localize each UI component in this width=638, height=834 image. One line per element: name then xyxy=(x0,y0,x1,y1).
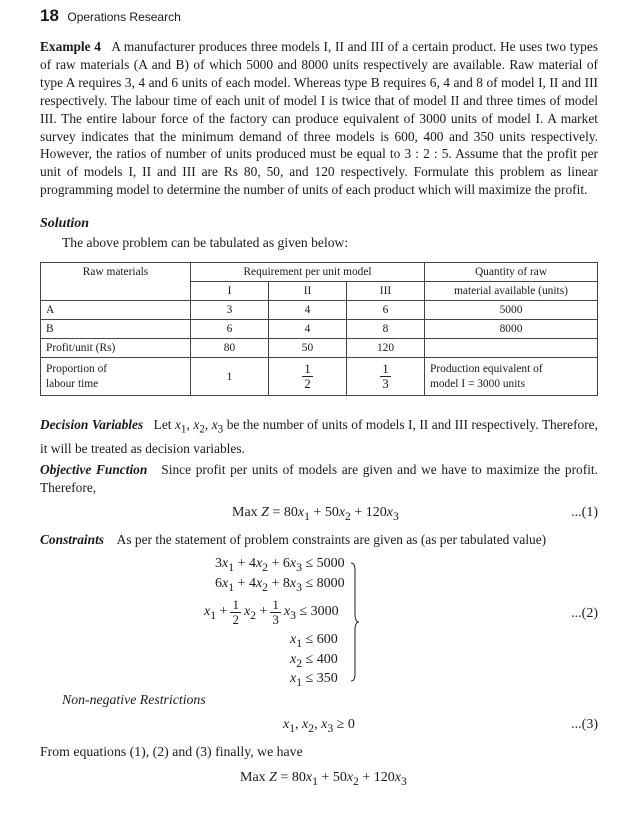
cell-value: 8 xyxy=(347,320,425,339)
constraint-5: $x_2 \le 400$ xyxy=(290,652,338,670)
cell-value: 120 xyxy=(347,339,425,358)
table-row xyxy=(41,320,598,339)
running-title: Operations Research xyxy=(67,10,181,24)
header-model-2: II xyxy=(269,282,347,301)
cell-quantity: 5000 xyxy=(425,301,598,320)
header-quantity-1: Quantity of raw xyxy=(425,263,598,282)
constraint-3: $x_1$ + $\frac{1}{2}$ $x_2$ + $\frac{1}{3}$ $x_3 \le 3000$ xyxy=(204,597,339,627)
objective-paragraph: Objective Function Since profit per units of models are given and we have to maximize the profit. Therefore, xyxy=(40,462,598,495)
decision-variables-paragraph: Decision Variables Let $x_1$, $x_2$, $x_3$ be the number of units of models I, II and III respectively. Therefore, it will be treated as decision variables. xyxy=(40,417,598,456)
constraint-4: $x_1 \le 600$ xyxy=(290,632,338,650)
header-requirement: Requirement per unit model xyxy=(191,263,425,282)
nonneg-equation: $x_1$, $x_2$, $x_3 \ge 0$ xyxy=(283,717,355,735)
equation-number-2: ...(2) xyxy=(571,606,598,621)
table-header-row xyxy=(41,263,598,282)
final-text: From equations (1), (2) and (3) finally, we have xyxy=(40,744,303,759)
equation-number-1: ...(1) xyxy=(571,505,598,520)
equation-number-3: ...(3) xyxy=(571,717,598,732)
cell-quantity: 8000 xyxy=(425,320,598,339)
right-brace xyxy=(350,562,360,682)
row-name: Proportion of labour time xyxy=(41,358,191,396)
cell-value: $\frac{1}{3}$ xyxy=(347,358,425,396)
cell-value: 4 xyxy=(269,301,347,320)
cell-value: 4 xyxy=(269,320,347,339)
constraint-6: $x_1 \le 350$ xyxy=(290,671,338,689)
table-row xyxy=(41,358,598,396)
cell-value: 6 xyxy=(191,320,269,339)
final-objective-equation: Max $Z = 80x_1 + 50x_2 + 120x_3$ xyxy=(240,770,407,788)
row-name: B xyxy=(41,320,191,339)
cell-value: 3 xyxy=(191,301,269,320)
decision-heading: Decision Variables xyxy=(40,417,144,432)
cell-value: 50 xyxy=(269,339,347,358)
cell-value: 80 xyxy=(191,339,269,358)
objective-equation: Max $Z = 80x_1 + 50x_2 + 120x_3$ xyxy=(232,505,399,523)
data-table xyxy=(40,262,598,396)
cell-quantity: Production equivalent of model I = 3000 units xyxy=(425,358,598,396)
solution-heading: Solution xyxy=(40,216,90,231)
constraint-2: $6x_1 + 4x_2 + 8x_3 \le 8000$ xyxy=(215,576,345,594)
header-raw-materials: Raw materials xyxy=(41,263,191,301)
table-row xyxy=(41,339,598,358)
constraint-1: $3x_1 + 4x_2 + 6x_3 \le 5000$ xyxy=(215,556,345,574)
cell-value: 1 xyxy=(191,358,269,396)
example-label: Example 4 xyxy=(40,39,101,54)
row-name: Profit/unit (Rs) xyxy=(41,339,191,358)
page-header xyxy=(40,6,181,26)
row-name: A xyxy=(41,301,191,320)
solution-intro: The above problem can be tabulated as given below: xyxy=(62,235,349,250)
cell-value: 6 xyxy=(347,301,425,320)
example-paragraph xyxy=(40,38,598,199)
cell-quantity xyxy=(425,339,598,358)
header-model-1: I xyxy=(191,282,269,301)
example-text: A manufacturer produces three models I, II and III of a certain product. He uses two types of raw materials (A and B) of which 5000 and 8000 units respectively are available. Raw material of type A requires 3, 4 and 6 units of each model. Whereas type B requires 6, 4 and 8 of model I, II and III respectively. The labour time of each unit of model I is twice that of model II and three times of model III. The entire labour force of the factory can produce equivalent of 3000 units of model I. A market survey indicates that the minimum demand of three models is 600, 400 and 350 units respectively. However, the ratios of number of units produced must be equal to 3 : 2 : 5. Assume that the profit per unit of models I, II and III are Rs 80, 50, and 120 respectively. Formulate this problem as linear programming model to determine the number of units of each product which will maximize the profit. xyxy=(40,39,598,198)
cell-value: $\frac{1}{2}$ xyxy=(269,358,347,396)
constraints-heading: Constraints xyxy=(40,532,105,547)
nonneg-heading: Non-negative Restrictions xyxy=(62,692,206,707)
table-row xyxy=(41,301,598,320)
constraints-paragraph: Constraints As per the statement of problem constraints are given as (as per tabulated value) xyxy=(40,532,547,547)
header-model-3: III xyxy=(347,282,425,301)
page-number: 18 xyxy=(40,6,59,25)
objective-heading: Objective Function xyxy=(40,462,148,477)
header-quantity-2: material available (units) xyxy=(425,282,598,301)
